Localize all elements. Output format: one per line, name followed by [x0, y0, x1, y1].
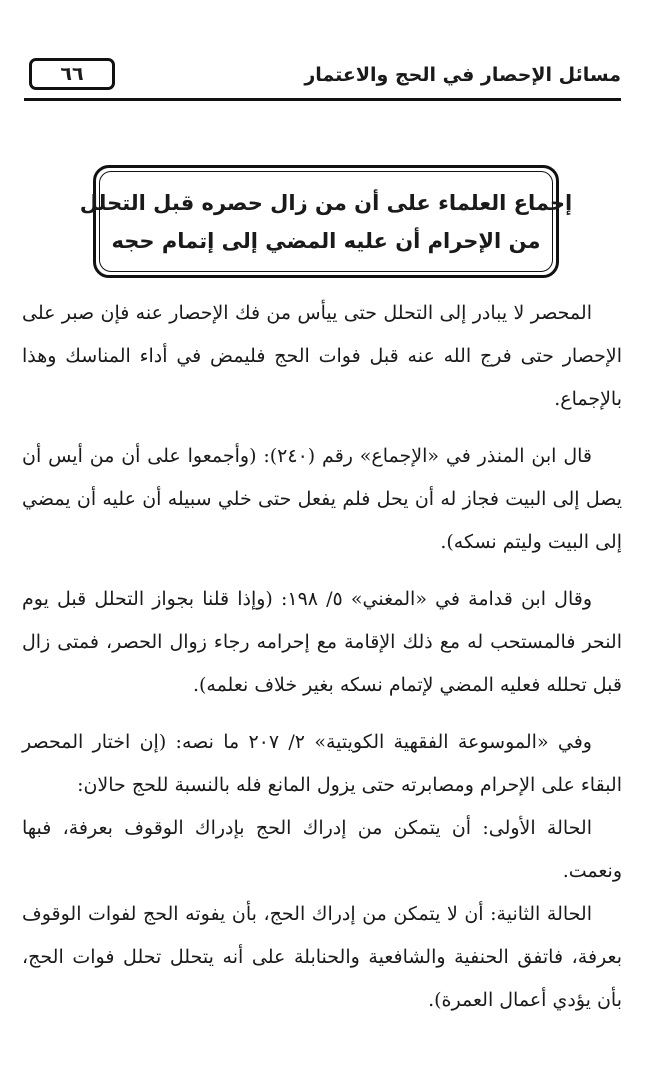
paragraph: وقال ابن قدامة في «المغني» ٥/ ١٩٨: (وإذا قلنا بجواز التحلل قبل يوم النحر فالمستحب له مع ذلك الإقامة مع إحرامه رجاء زوال الحصر، فمتى زال قبل تحلله فعليه المضي لإتمام نسكه بغير خلاف نعلمه).: [22, 588, 622, 696]
page-number: ٦٦: [29, 58, 115, 90]
body-text: [22, 292, 622, 1022]
paragraph: قال ابن المنذر في «الإجماع» رقم (٢٤٠): (وأجمعوا على أن من أيس أن يصل إلى البيت فجاز له أن يحل فلم يفعل حتى خلي سبيله أن عليه أن يمضي إلى البيت وليتم نسكه).: [22, 445, 622, 553]
running-title: مسائل الإحصار في الحج والاعتمار: [304, 64, 621, 86]
section-title-line-2: من الإحرام أن عليه المضي إلى إتمام حجه: [111, 228, 541, 253]
section-title-frame: [79, 165, 573, 278]
section-title-inner-frame: [79, 171, 573, 272]
header-rule: [24, 98, 621, 101]
paragraph: وفي «الموسوعة الفقهية الكويتية» ٢/ ٢٠٧ ما نصه: (إن اختار المحصر البقاء على الإحرام ومصابرته حتى يزول المانع فله بالنسبة للحج حالان:: [22, 731, 622, 796]
paragraph: الحالة الأولى: أن يتمكن من إدراك الحج بإدراك الوقوف بعرفة، فبها ونعمت.: [22, 817, 622, 882]
section-title-line-1: إجماع العلماء على أن من زال حصره قبل التحلل: [79, 190, 573, 215]
paragraph: الحالة الثانية: أن لا يتمكن من إدراك الحج، بأن يفوته الحج لفوات الوقوف بعرفة، فاتفق الحنفية والشافعية والحنابلة على أنه يتحلل تحلل فوات الحج، بأن يؤدي أعمال العمرة).: [22, 903, 622, 1011]
paragraph: المحصر لا يبادر إلى التحلل حتى ييأس من فك الإحصار عنه فإن صبر على الإحصار حتى فرج الله عنه قبل فوات الحج فليمض في أداء المناسك وهذا بالإجماع.: [22, 302, 622, 410]
page-header: [24, 58, 621, 102]
